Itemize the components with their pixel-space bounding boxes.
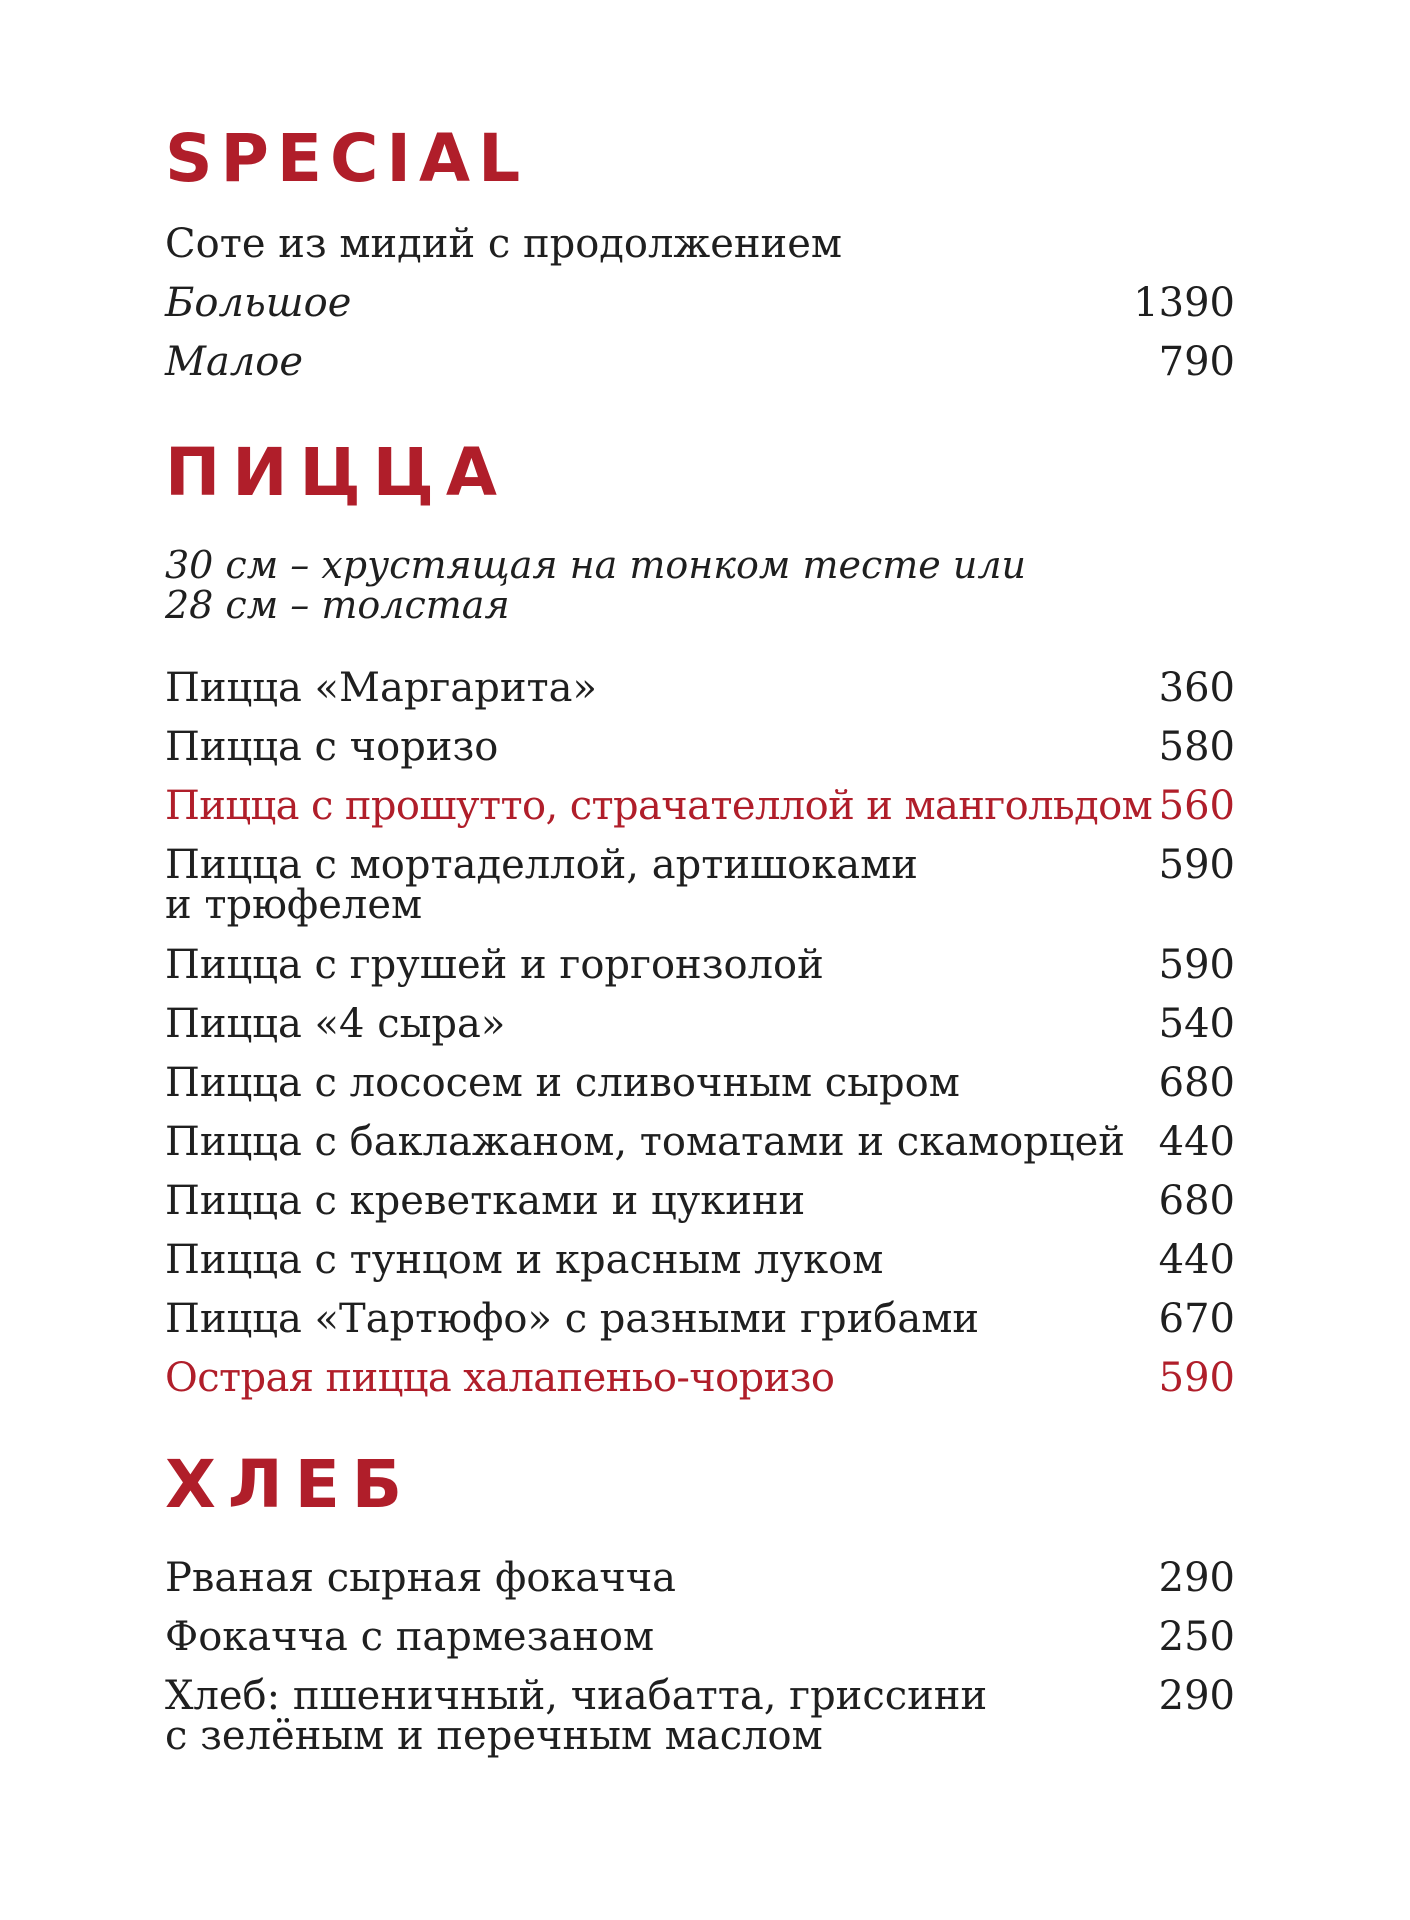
item-name: Пицца с тунцом и красным луком: [165, 1237, 884, 1283]
item-price: 540: [1158, 1001, 1235, 1047]
item-name-line2: и трюфелем: [165, 882, 423, 928]
item-price: 360: [1158, 665, 1235, 711]
item-price: 440: [1158, 1119, 1235, 1165]
item-name: Пицца с лососем и сливочным сыром: [165, 1060, 960, 1106]
section-title-special: SPECIAL: [165, 120, 529, 197]
item-price: 580: [1158, 724, 1235, 770]
item-name: Пицца с грушей и горгонзолой: [165, 942, 824, 988]
item-name: Острая пицца халапеньо-чоризо: [165, 1355, 835, 1401]
item-price: 680: [1158, 1178, 1235, 1224]
item-name: Малое: [165, 339, 304, 385]
item-price: 790: [1158, 339, 1235, 385]
item-name: Фокачча с пармезаном: [165, 1614, 655, 1660]
item-price: 1390: [1133, 280, 1235, 326]
section-title-bread: ХЛЕБ: [165, 1446, 415, 1523]
item-price: 290: [1158, 1673, 1235, 1719]
item-price: 440: [1158, 1237, 1235, 1283]
item-price: 590: [1158, 1355, 1235, 1401]
section-title-pizza: ПИЦЦА: [165, 434, 510, 511]
item-name: Рваная сырная фокачча: [165, 1555, 677, 1601]
item-price: 590: [1158, 942, 1235, 988]
item-price: 560: [1158, 783, 1235, 829]
item-name: Большое: [165, 280, 352, 326]
item-name: Пицца «Тартюфо» с разными грибами: [165, 1296, 979, 1342]
item-name: Хлеб: пшеничный, чиабатта, гриссини: [165, 1673, 988, 1719]
item-name: Пицца с чоризо: [165, 724, 499, 770]
item-name: Пицца с прошутто, страчателлой и мангольдом: [165, 783, 1153, 829]
item-name: Пицца с креветками и цукини: [165, 1178, 806, 1224]
item-name-line2: с зелёным и перечным маслом: [165, 1713, 823, 1759]
item-price: 590: [1158, 842, 1235, 888]
item-price: 290: [1158, 1555, 1235, 1601]
item-name: Пицца «Маргарита»: [165, 665, 597, 711]
item-price: 670: [1158, 1296, 1235, 1342]
item-price: 250: [1158, 1614, 1235, 1660]
item-name: Пицца с баклажаном, томатами и скаморцей: [165, 1119, 1125, 1165]
pizza-size-note: 30 см – хрустящая на тонком тесте или 28 см – толстая: [165, 543, 1026, 627]
item-name: Соте из мидий с продолжением: [165, 221, 842, 267]
item-name: Пицца «4 сыра»: [165, 1001, 506, 1047]
item-name: Пицца с мортаделлой, артишоками: [165, 842, 918, 888]
item-price: 680: [1158, 1060, 1235, 1106]
